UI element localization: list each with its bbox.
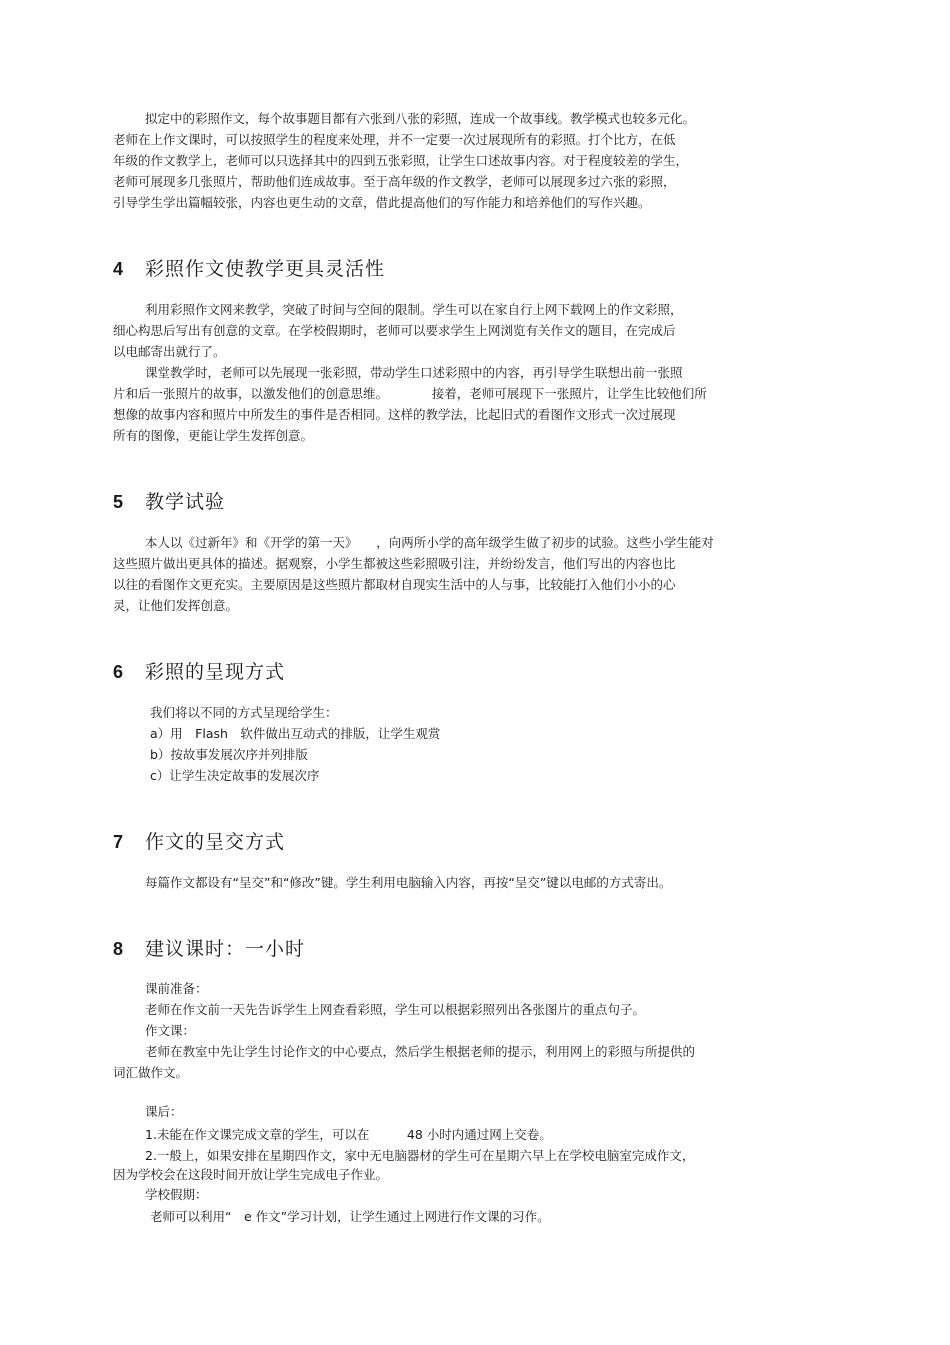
section-8-line: 2.一般上，如果安排在星期四作文，家中无电脑器材的学生可在星期六早上在学校电脑室完成作文， — [145, 1148, 695, 1163]
section-title: 教学试验 — [145, 491, 226, 513]
section-title: 建议课时：一小时 — [145, 938, 306, 960]
section-6-list-item: c）让学生决定故事的发展次序 — [150, 768, 320, 783]
section-4-line: 所有的图像，更能让学生发挥创意。 — [113, 428, 314, 443]
section-6-list-item: a）用 Flash 软件做出互动式的排版，让学生观赏 — [150, 726, 441, 741]
section-8-line: 课后： — [145, 1104, 183, 1119]
section-7-line: 每篇作文都设有“呈交”和“修改”键。学生利用电脑输入内容，再按“呈交”键以电邮的方式寄出。 — [145, 875, 672, 890]
section-title: 彩照作文使教学更具灵活性 — [145, 258, 386, 280]
section-6-heading — [113, 657, 285, 684]
intro-line-2: 老师在上作文课时，可以按照学生的程度来处理，并不一定要一次过展现所有的彩照。打个比方，在低 — [113, 132, 676, 147]
section-7-heading — [113, 827, 285, 854]
section-8-line: 老师在作文前一天先告诉学生上网查看彩照，学生可以根据彩照列出各张图片的重点句子。 — [145, 1002, 646, 1017]
section-8-line: 1.未能在作文课完成文章的学生，可以在 48 小时内通过网上交卷。 — [145, 1127, 552, 1142]
section-8-heading — [113, 934, 305, 961]
section-8-line: 词汇做作文。 — [113, 1065, 189, 1080]
section-6-line: 我们将以不同的方式呈现给学生： — [150, 705, 338, 720]
section-4-line: 利用彩照作文网来教学，突破了时间与空间的限制。学生可以在家自行上网下载网上的作文彩照， — [145, 302, 683, 317]
section-5-heading — [113, 487, 225, 514]
section-4-line: 片和后一张照片的故事，以激发他们的创意思维。 接着，老师可展现下一张照片，让学生比较他们所 — [113, 386, 707, 401]
intro-line-5: 引导学生学出篇幅较张，内容也更生动的文章，借此提高他们的写作能力和培养他们的写作兴趣。 — [113, 195, 651, 210]
section-5-line: 灵，让他们发挥创意。 — [113, 598, 239, 613]
section-number: 4 — [113, 259, 124, 279]
section-4-heading — [113, 254, 385, 281]
section-4-line: 想像的故事内容和照片中所发生的事件是否相同。这样的教学法，比起旧式的看图作文形式一次过展现 — [113, 407, 676, 422]
section-6-list-item: b）按故事发展次序并列排版 — [150, 747, 308, 762]
section-4-line: 以电邮寄出就行了。 — [113, 344, 226, 359]
section-8-line: 作文课： — [145, 1023, 196, 1038]
section-number: 6 — [113, 662, 124, 682]
section-8-line: 因为学校会在这段时间开放让学生完成电子作业。 — [113, 1167, 389, 1182]
section-4-line: 细心构思后写出有创意的文章。在学校假期时，老师可以要求学生上网浏览有关作文的题目，在完成后 — [113, 323, 676, 338]
intro-line-4: 老师可展现多几张照片，帮助他们连成故事。至于高年级的作文教学，老师可以展现多过六张的彩照， — [113, 174, 676, 189]
section-title: 彩照的呈现方式 — [145, 661, 286, 683]
section-number: 5 — [113, 492, 124, 512]
section-5-line: 这些照片做出更具体的描述。据观察，小学生都被这些彩照吸引注，并纷纷发言，他们写出的内容也比 — [113, 556, 676, 571]
section-number: 8 — [113, 939, 124, 959]
intro-line-1: 拟定中的彩照作文，每个故事题目都有六张到八张的彩照，连成一个故事线。教学模式也较多元化。 — [145, 111, 696, 126]
section-title: 作文的呈交方式 — [145, 831, 286, 853]
section-4-line: 课堂教学时，老师可以先展现一张彩照，带动学生口述彩照中的内容，再引导学生联想出前一张照 — [145, 365, 683, 380]
section-number: 7 — [113, 832, 124, 852]
section-8-line: 老师可以利用“ e 作文”学习计划，让学生通过上网进行作文课的习作。 — [150, 1209, 550, 1224]
section-5-line: 本人以《过新年》和《开学的第一天》 ，向两所小学的高年级学生做了初步的试验。这些小学生能对 — [145, 535, 714, 550]
section-8-line: 老师在教室中先让学生讨论作文的中心要点，然后学生根据老师的提示，利用网上的彩照与所提供的 — [145, 1044, 696, 1059]
intro-line-3: 年级的作文教学上，老师可以只选择其中的四到五张彩照，让学生口述故事内容。对于程度较差的学生， — [113, 153, 689, 168]
section-8-line: 课前准备： — [145, 981, 208, 996]
section-5-line: 以往的看图作文更充实。主要原因是这些照片都取材自现实生活中的人与事，比较能打入他们小小的心 — [113, 577, 676, 592]
section-8-line: 学校假期： — [145, 1187, 208, 1202]
